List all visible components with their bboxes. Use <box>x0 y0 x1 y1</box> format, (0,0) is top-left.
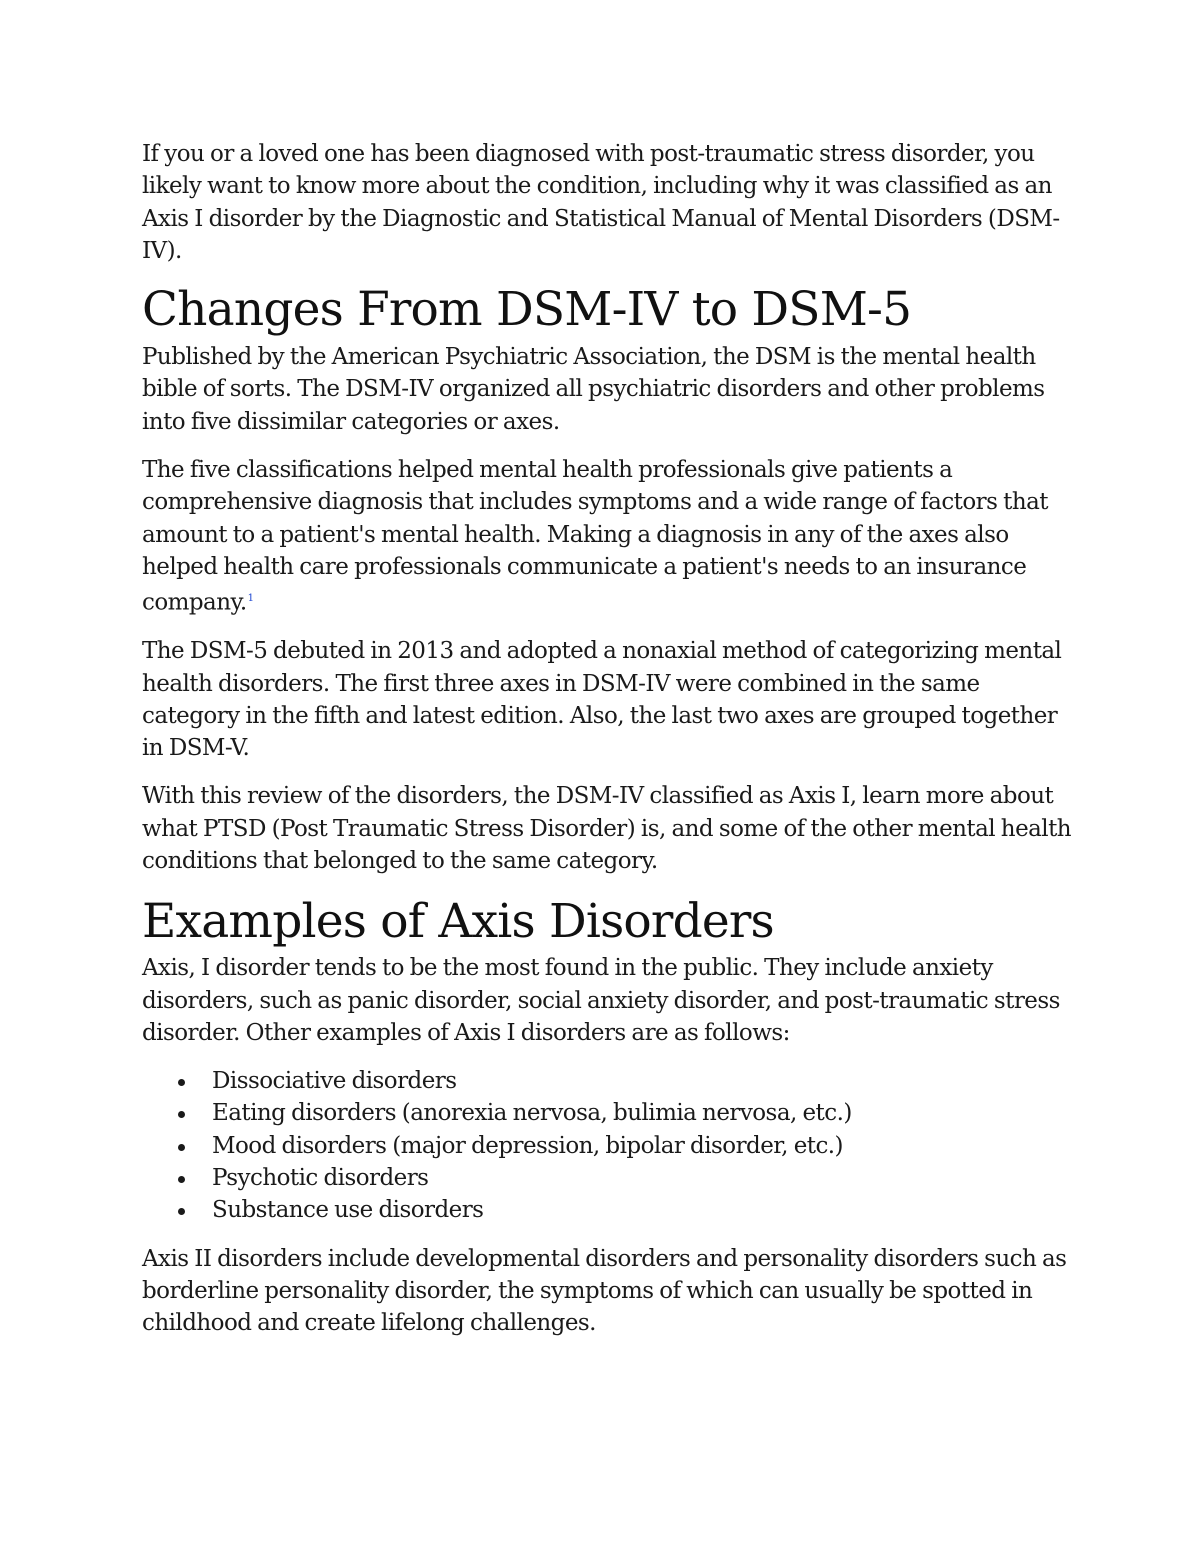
list-item: Substance use disorders <box>212 1194 1072 1226</box>
changes-heading: Changes From DSM-IV to DSM-5 <box>142 282 912 338</box>
list-item: Psychotic disorders <box>212 1162 1072 1194</box>
examples-heading: Examples of Axis Disorders <box>142 894 774 950</box>
intro-paragraph: If you or a loved one has been diagnosed with post-traumatic stress disorder, you likely want to know more about the condition, including why it was classified as an Axis I disorder by the Diagnostic and Statistical Manual of Mental Disorders (DSM-IV). <box>142 141 1060 264</box>
list-item: Eating disorders (anorexia nervosa, bulimia nervosa, etc.) <box>212 1097 1072 1129</box>
changes-paragraph-4: With this review of the disorders, the DSM-IV classified as Axis I, learn more about what PTSD (Post Traumatic Stress Disorder) is, and some of the other mental health conditions that belonged to the same category. <box>142 783 1072 874</box>
list-item: Dissociative disorders <box>212 1065 1072 1097</box>
axis-one-disorders-list <box>142 1065 1072 1226</box>
changes-paragraph-2 <box>142 454 1072 619</box>
changes-paragraph-2-text: The five classifications helped mental health professionals give patients a comprehensive diagnosis that includes symptoms and a wide range of factors that amount to a patient's mental health. Making a diagnosis in any of the axes also helped health care professionals communicate a patient's needs to an insurance company. <box>142 457 1048 616</box>
examples-paragraph-2: Axis II disorders include developmental disorders and personality disorders such as borderline personality disorder, the symptoms of which can usually be spotted in childhood and create lifelong challenges. <box>142 1245 1067 1337</box>
list-item: Mood disorders (major depression, bipolar disorder, etc.) <box>212 1130 1072 1162</box>
changes-paragraph-1: Published by the American Psychiatric Association, the DSM is the mental health bible of sorts. The DSM-IV organized all psychiatric disorders and other problems into five dissimilar categories or axes. <box>142 344 1045 435</box>
footnote-link[interactable]: 1 <box>247 593 254 605</box>
examples-paragraph-1: Axis, I disorder tends to be the most found in the public. They include anxiety disorders, such as panic disorder, social anxiety disorder, and post-traumatic stress disorder. Other examples of Axis I disorders are as follows: <box>142 955 1060 1046</box>
changes-paragraph-3: The DSM-5 debuted in 2013 and adopted a nonaxial method of categorizing mental health disorders. The first three axes in DSM-IV were combined in the same category in the fifth and latest edition. Also, the last two axes are grouped together in DSM-V. <box>142 638 1062 762</box>
document-page <box>142 138 1072 1356</box>
